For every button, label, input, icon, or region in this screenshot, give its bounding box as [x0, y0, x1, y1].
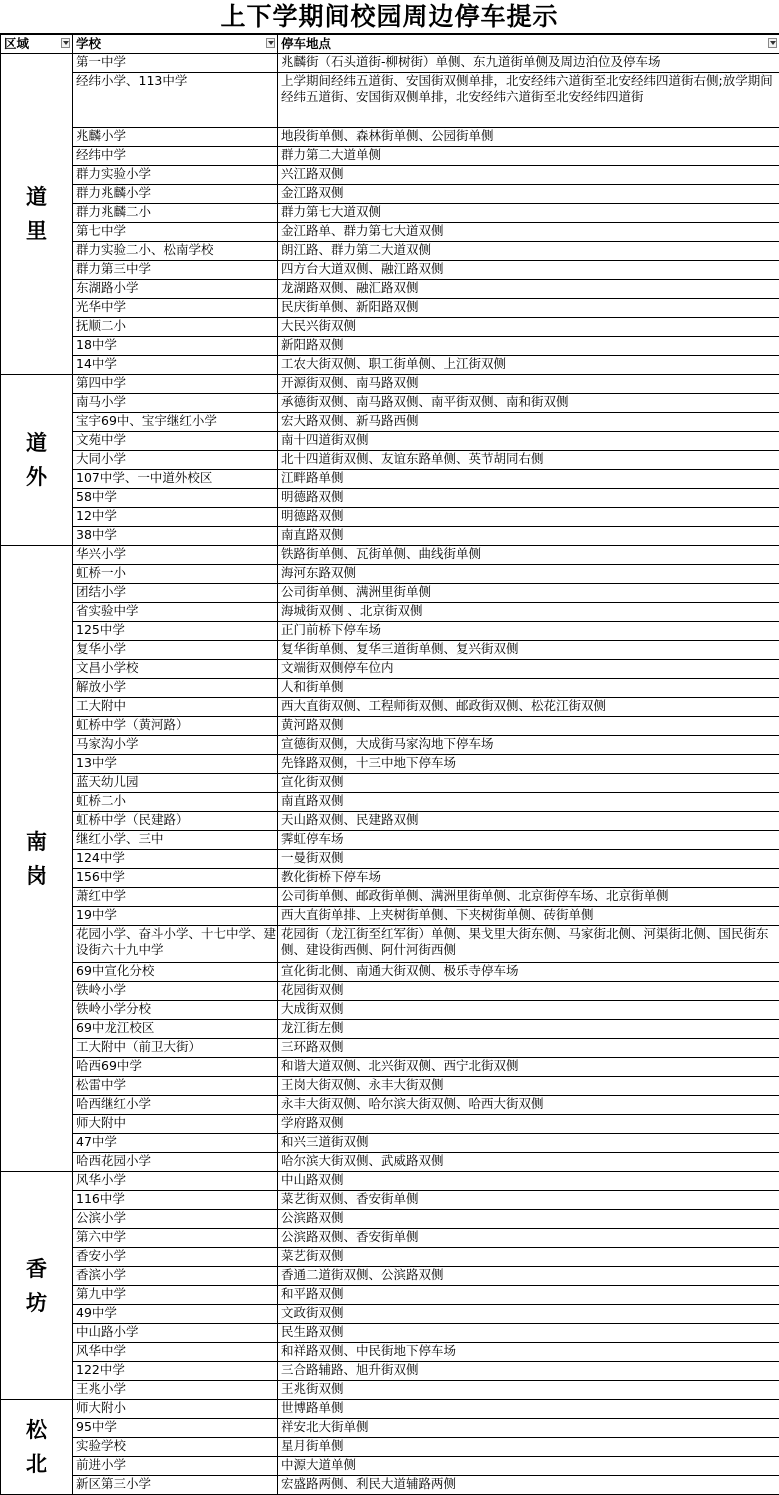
table-row [1, 1343, 779, 1362]
school-cell: 哈西69中学 [73, 1058, 278, 1077]
table-row [1, 660, 779, 679]
table-row [1, 1058, 779, 1077]
table-row [1, 1324, 779, 1343]
table-row [1, 337, 779, 356]
parking-cell: 正门前桥下停车场 [278, 622, 779, 641]
school-cell: 松雷中学 [73, 1077, 278, 1096]
parking-cell: 和平路双侧 [278, 1286, 779, 1305]
header-row [1, 35, 779, 54]
district-cell [1, 375, 73, 546]
school-cell: 中山路小学 [73, 1324, 278, 1343]
school-cell: 虹桥一小 [73, 565, 278, 584]
parking-cell: 复华街单侧、复华三道街单侧、复兴街双侧 [278, 641, 779, 660]
table-row [1, 622, 779, 641]
table-body [1, 54, 779, 1495]
school-cell: 125中学 [73, 622, 278, 641]
parking-cell: 龙江街左侧 [278, 1020, 779, 1039]
table-row [1, 223, 779, 242]
parking-cell: 北十四道街双侧、友谊东路单侧、英节胡同右侧 [278, 451, 779, 470]
table-row [1, 793, 779, 812]
school-cell: 师大附中 [73, 1115, 278, 1134]
table-row [1, 546, 779, 565]
school-cell: 群力第三中学 [73, 261, 278, 280]
table-row [1, 73, 779, 128]
parking-cell: 工农大街双侧、职工街单侧、上江街双侧 [278, 356, 779, 375]
school-cell: 哈西花园小学 [73, 1153, 278, 1172]
school-cell: 前进小学 [73, 1457, 278, 1476]
parking-table [0, 34, 779, 1495]
school-cell: 47中学 [73, 1134, 278, 1153]
school-cell: 公滨小学 [73, 1210, 278, 1229]
table-row [1, 1039, 779, 1058]
parking-cell: 南直路双侧 [278, 793, 779, 812]
parking-cell: 龙湖路双侧、融汇路双侧 [278, 280, 779, 299]
table-row [1, 812, 779, 831]
school-cell: 虹桥二小 [73, 793, 278, 812]
header-district-label: 区域 [4, 36, 29, 51]
parking-cell: 花园街双侧 [278, 982, 779, 1001]
table-row [1, 926, 779, 963]
parking-cell: 江畔路单侧 [278, 470, 779, 489]
dropdown-filter-icon[interactable] [266, 38, 275, 48]
school-cell: 12中学 [73, 508, 278, 527]
parking-cell: 群力第二大道单侧 [278, 147, 779, 166]
school-cell: 58中学 [73, 489, 278, 508]
parking-cell: 朗江路、群力第二大道双侧 [278, 242, 779, 261]
table-row [1, 888, 779, 907]
school-cell: 116中学 [73, 1191, 278, 1210]
school-cell: 95中学 [73, 1419, 278, 1438]
table-row [1, 1172, 779, 1191]
school-cell: 光华中学 [73, 299, 278, 318]
parking-cell: 黄河路双侧 [278, 717, 779, 736]
school-cell: 群力兆麟小学 [73, 185, 278, 204]
school-cell: 大同小学 [73, 451, 278, 470]
school-cell: 马家沟小学 [73, 736, 278, 755]
table-row [1, 1001, 779, 1020]
school-cell: 蓝天幼儿园 [73, 774, 278, 793]
district-name: 南岗 [24, 825, 49, 893]
table-row [1, 54, 779, 73]
table-row [1, 1248, 779, 1267]
parking-cell: 王兆街双侧 [278, 1381, 779, 1400]
school-cell: 第九中学 [73, 1286, 278, 1305]
school-cell: 萧红中学 [73, 888, 278, 907]
table-row [1, 432, 779, 451]
parking-cell: 南十四道街双侧 [278, 432, 779, 451]
parking-cell: 花园街（龙江街至红军街）单侧、果戈里大街东侧、马家街北侧、河渠街北侧、国民街东侧、建设街西侧、阿什河街西侧 [278, 926, 779, 963]
parking-cell: 教化街桥下停车场 [278, 869, 779, 888]
table-row [1, 1191, 779, 1210]
table-row [1, 451, 779, 470]
school-cell: 14中学 [73, 356, 278, 375]
parking-cell: 霁虹停车场 [278, 831, 779, 850]
school-cell: 兆麟小学 [73, 128, 278, 147]
table-row [1, 869, 779, 888]
table-row [1, 565, 779, 584]
table-row [1, 641, 779, 660]
table-row [1, 1096, 779, 1115]
school-cell: 第六中学 [73, 1229, 278, 1248]
table-row [1, 907, 779, 926]
school-cell: 香滨小学 [73, 1267, 278, 1286]
parking-cell: 和谐大道双侧、北兴街双侧、西宁北街双侧 [278, 1058, 779, 1077]
school-cell: 122中学 [73, 1362, 278, 1381]
school-cell: 王兆小学 [73, 1381, 278, 1400]
parking-cell: 宣化街北侧、南通大街双侧、极乐寺停车场 [278, 963, 779, 982]
parking-cell: 公滨路双侧、香安街单侧 [278, 1229, 779, 1248]
school-cell: 省实验中学 [73, 603, 278, 622]
school-cell: 群力实验小学 [73, 166, 278, 185]
school-cell: 18中学 [73, 337, 278, 356]
school-cell: 第一中学 [73, 54, 278, 73]
school-cell: 第七中学 [73, 223, 278, 242]
school-cell: 工大附中（前卫大街） [73, 1039, 278, 1058]
school-cell: 风华小学 [73, 1172, 278, 1191]
school-cell: 华兴小学 [73, 546, 278, 565]
table-row [1, 1438, 779, 1457]
parking-cell: 公司街单侧、满洲里街单侧 [278, 584, 779, 603]
table-row [1, 774, 779, 793]
table-row [1, 261, 779, 280]
parking-cell: 南直路双侧 [278, 527, 779, 546]
table-row [1, 1153, 779, 1172]
table-row [1, 1476, 779, 1495]
table-row [1, 717, 779, 736]
parking-cell: 和兴三道街双侧 [278, 1134, 779, 1153]
school-cell: 花园小学、奋斗小学、十七中学、建设街六十九中学 [73, 926, 278, 963]
school-cell: 13中学 [73, 755, 278, 774]
table-row [1, 489, 779, 508]
table-row [1, 982, 779, 1001]
table-row [1, 1305, 779, 1324]
table-row [1, 679, 779, 698]
parking-cell: 地段街单侧、森林街单侧、公园街单侧 [278, 128, 779, 147]
parking-cell: 三合路辅路、旭升街双侧 [278, 1362, 779, 1381]
table-row [1, 1362, 779, 1381]
district-cell [1, 54, 73, 375]
school-cell: 文苑中学 [73, 432, 278, 451]
table-row [1, 755, 779, 774]
table-row [1, 1115, 779, 1134]
school-cell: 虹桥中学（民建路） [73, 812, 278, 831]
table-row [1, 185, 779, 204]
table-row [1, 698, 779, 717]
school-cell: 虹桥中学（黄河路） [73, 717, 278, 736]
parking-cell: 公滨路双侧 [278, 1210, 779, 1229]
parking-cell: 金江路双侧 [278, 185, 779, 204]
table-row [1, 831, 779, 850]
district-name: 香坊 [24, 1252, 49, 1320]
table-row [1, 375, 779, 394]
table-row [1, 527, 779, 546]
parking-cell: 承德街双侧、南马路双侧、南平街双侧、南和街双侧 [278, 394, 779, 413]
school-cell: 铁岭小学分校 [73, 1001, 278, 1020]
school-cell: 49中学 [73, 1305, 278, 1324]
school-cell: 解放小学 [73, 679, 278, 698]
parking-cell: 铁路街单侧、瓦街单侧、曲线街单侧 [278, 546, 779, 565]
parking-cell: 兆麟街（石头道街-柳树街）单侧、东九道街单侧及周边泊位及停车场 [278, 54, 779, 73]
school-cell: 实验学校 [73, 1438, 278, 1457]
school-cell: 团结小学 [73, 584, 278, 603]
parking-cell: 一曼街双侧 [278, 850, 779, 869]
school-cell: 新区第三小学 [73, 1476, 278, 1495]
parking-cell: 民庆街单侧、新阳路双侧 [278, 299, 779, 318]
school-cell: 124中学 [73, 850, 278, 869]
school-cell: 第四中学 [73, 375, 278, 394]
table-row [1, 413, 779, 432]
parking-cell: 新阳路双侧 [278, 337, 779, 356]
school-cell: 107中学、一中道外校区 [73, 470, 278, 489]
table-row [1, 1210, 779, 1229]
parking-cell: 四方台大道双侧、融江路双侧 [278, 261, 779, 280]
parking-cell: 西大直街单排、上夹树街单侧、下夹树街单侧、砖街单侧 [278, 907, 779, 926]
header-district[interactable] [1, 35, 73, 54]
parking-cell: 宣德街双侧，大成街马家沟地下停车场 [278, 736, 779, 755]
school-cell: 宝宇69中、宝宇继红小学 [73, 413, 278, 432]
parking-cell: 哈尔滨大街双侧、武威路双侧 [278, 1153, 779, 1172]
school-cell: 铁岭小学 [73, 982, 278, 1001]
school-cell: 哈西继红小学 [73, 1096, 278, 1115]
district-cell [1, 1172, 73, 1400]
parking-cell: 海城街双侧 、北京街双侧 [278, 603, 779, 622]
parking-cell: 菜艺街双侧 [278, 1248, 779, 1267]
parking-cell: 和祥路双侧、中民街地下停车场 [278, 1343, 779, 1362]
school-cell: 复华小学 [73, 641, 278, 660]
parking-cell: 星月街单侧 [278, 1438, 779, 1457]
school-cell: 38中学 [73, 527, 278, 546]
parking-cell: 人和街单侧 [278, 679, 779, 698]
district-name: 道外 [24, 426, 49, 494]
table-row [1, 1457, 779, 1476]
district-cell [1, 1400, 73, 1495]
parking-cell: 先锋路双侧，十三中地下停车场 [278, 755, 779, 774]
header-parking[interactable] [278, 35, 779, 54]
page-title: 上下学期间校园周边停车提示 [0, 0, 779, 34]
parking-cell: 上学期间经纬五道街、安国街双侧单排，北安经纬六道街至北安经纬四道街右侧;放学期间经纬五道街、安国街双侧单排，北安经纬六道街至北安经纬四道街 [278, 73, 779, 128]
table-row [1, 242, 779, 261]
school-cell: 风华中学 [73, 1343, 278, 1362]
table-row [1, 1020, 779, 1039]
table-row [1, 584, 779, 603]
parking-cell: 明德路双侧 [278, 489, 779, 508]
table-row [1, 1229, 779, 1248]
parking-cell: 祥安北大街单侧 [278, 1419, 779, 1438]
table-row [1, 1419, 779, 1438]
dropdown-filter-icon[interactable] [768, 38, 777, 48]
parking-cell: 大民兴街双侧 [278, 318, 779, 337]
table-row [1, 318, 779, 337]
table-row [1, 394, 779, 413]
table-row [1, 1134, 779, 1153]
parking-cell: 文政街双侧 [278, 1305, 779, 1324]
parking-cell: 菜艺街双侧、香安街单侧 [278, 1191, 779, 1210]
table-row [1, 470, 779, 489]
parking-cell: 香通二道街双侧、公滨路双侧 [278, 1267, 779, 1286]
district-name: 松北 [24, 1413, 49, 1481]
parking-cell: 宣化街双侧 [278, 774, 779, 793]
parking-cell: 开源街双侧、南马路双侧 [278, 375, 779, 394]
school-cell: 香安小学 [73, 1248, 278, 1267]
table-row [1, 299, 779, 318]
table-row [1, 128, 779, 147]
school-cell: 69中宣化分校 [73, 963, 278, 982]
school-cell: 抚顺二小 [73, 318, 278, 337]
table-row [1, 280, 779, 299]
district-cell [1, 546, 73, 1172]
parking-cell: 宏盛路两侧、利民大道辅路两侧 [278, 1476, 779, 1495]
dropdown-filter-icon[interactable] [61, 38, 70, 48]
parking-cell: 天山路双侧、民建路双侧 [278, 812, 779, 831]
table-row [1, 204, 779, 223]
table-row [1, 1267, 779, 1286]
school-cell: 69中龙江校区 [73, 1020, 278, 1039]
table-row [1, 356, 779, 375]
school-cell: 经纬中学 [73, 147, 278, 166]
district-name: 道里 [24, 180, 49, 248]
parking-cell: 文端街双侧停车位内 [278, 660, 779, 679]
table-row [1, 850, 779, 869]
parking-cell: 三环路双侧 [278, 1039, 779, 1058]
parking-cell: 大成街双侧 [278, 1001, 779, 1020]
school-cell: 东湖路小学 [73, 280, 278, 299]
parking-cell: 民生路双侧 [278, 1324, 779, 1343]
school-cell: 文昌小学校 [73, 660, 278, 679]
header-school-label: 学校 [76, 36, 101, 51]
parking-cell: 中山路双侧 [278, 1172, 779, 1191]
parking-cell: 公司街单侧、邮政街单侧、满洲里街单侧、北京街停车场、北京街单侧 [278, 888, 779, 907]
table-row [1, 147, 779, 166]
parking-cell: 中源大道单侧 [278, 1457, 779, 1476]
school-cell: 工大附中 [73, 698, 278, 717]
school-cell: 群力兆麟二小 [73, 204, 278, 223]
table-row [1, 1400, 779, 1419]
parking-cell: 明德路双侧 [278, 508, 779, 527]
school-cell: 师大附小 [73, 1400, 278, 1419]
parking-cell: 永丰大街双侧、哈尔滨大街双侧、哈西大街双侧 [278, 1096, 779, 1115]
table-row [1, 1381, 779, 1400]
school-cell: 南马小学 [73, 394, 278, 413]
school-cell: 群力实验二小、松南学校 [73, 242, 278, 261]
table-row [1, 508, 779, 527]
table-row [1, 603, 779, 622]
table-row [1, 1286, 779, 1305]
table-row [1, 963, 779, 982]
school-cell: 继红小学、三中 [73, 831, 278, 850]
parking-cell: 西大直街双侧、工程师街双侧、邮政街双侧、松花江街双侧 [278, 698, 779, 717]
parking-cell: 群力第七大道双侧 [278, 204, 779, 223]
table-row [1, 1077, 779, 1096]
table-row [1, 736, 779, 755]
school-cell: 19中学 [73, 907, 278, 926]
parking-cell: 金江路单、群力第七大道双侧 [278, 223, 779, 242]
parking-cell: 海河东路双侧 [278, 565, 779, 584]
header-school[interactable] [73, 35, 278, 54]
table-row [1, 166, 779, 185]
parking-cell: 学府路双侧 [278, 1115, 779, 1134]
school-cell: 156中学 [73, 869, 278, 888]
parking-cell: 宏大路双侧、新马路西侧 [278, 413, 779, 432]
parking-cell: 兴江路双侧 [278, 166, 779, 185]
parking-cell: 王岗大街双侧、永丰大街双侧 [278, 1077, 779, 1096]
header-parking-label: 停车地点 [281, 36, 331, 51]
school-cell: 经纬小学、113中学 [73, 73, 278, 128]
parking-cell: 世博路单侧 [278, 1400, 779, 1419]
